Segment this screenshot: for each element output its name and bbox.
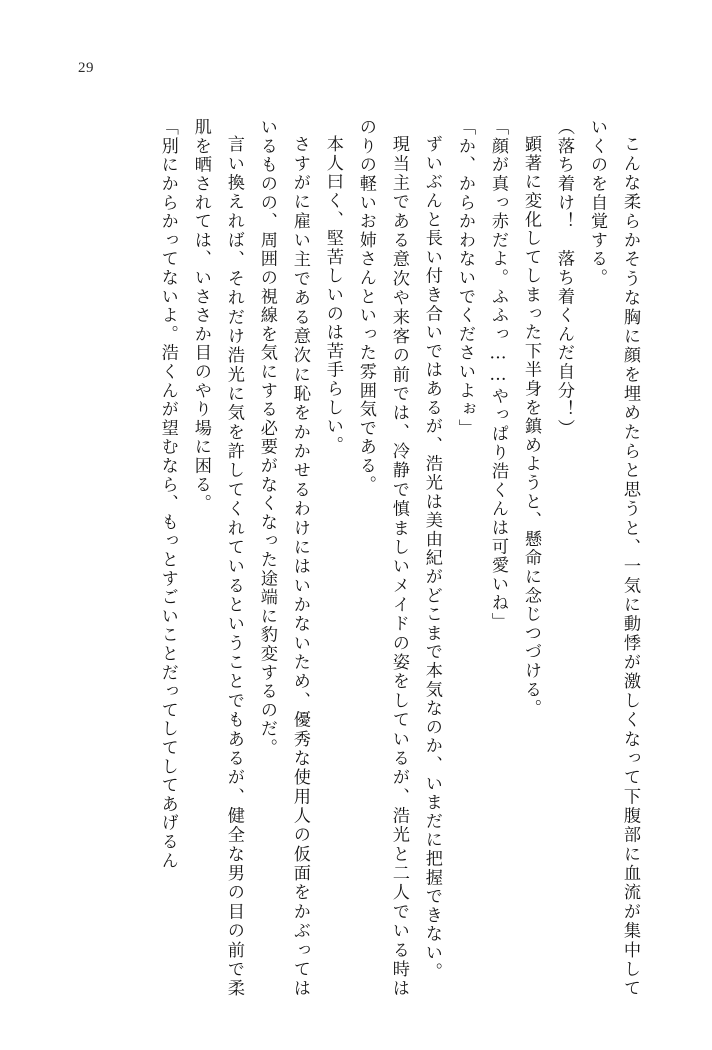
paragraph: ずいぶんと長い付き合いではあるが、浩光は美由紀がどこまで本気なのか、いまだに把握できない。 (421, 135, 442, 982)
paragraph: 本人曰く、堅苦しいのは苦手らしい。 (322, 135, 343, 455)
paragraph: こんな柔らかそうな胸に顔を埋めたらと思うと、一気に動悸が激しくなって下腹部に血流が集中していくのを自覚する。 (586, 118, 640, 998)
paragraph: 現当主である意次や来客の前では、冷静で慎ましいメイドの姿をしているが、浩光と二人でいる時はのりの軽いお姉さんといった雰囲気である。 (355, 118, 409, 998)
paragraph: 「別にからかってないよ。浩くんが望むなら、もっとすごいことだってしてしてあげるん (157, 118, 178, 870)
paragraph: （落ち着け！ 落ち着くんだ自分！） (553, 118, 574, 438)
paragraph: 顕著に変化してしまった下半身を鎮めようと、懸命に念じつづける。 (520, 135, 541, 718)
paragraph: 「か、からかわないでくださいよぉ」 (454, 118, 475, 438)
paragraph: さすがに雇い主である意次に恥をかかせるわけにはいかないため、優秀な使用人の仮面をかぶってはいるものの、周囲の視線を気にする必要がなくなった途端に豹変するのだ。 (256, 118, 310, 998)
paragraph: 言い換えれば、それだけ浩光に気を許してくれているということでもあるが、健全な男の目の前で柔肌を晒されては、いささか目のやり場に困る。 (190, 118, 244, 998)
page-number: 29 (78, 60, 94, 76)
paragraph: 「顔が真っ赤だよ。ふふっ……やっぱり浩くんは可愛いね」 (487, 118, 508, 632)
page-text-body (56, 118, 646, 998)
